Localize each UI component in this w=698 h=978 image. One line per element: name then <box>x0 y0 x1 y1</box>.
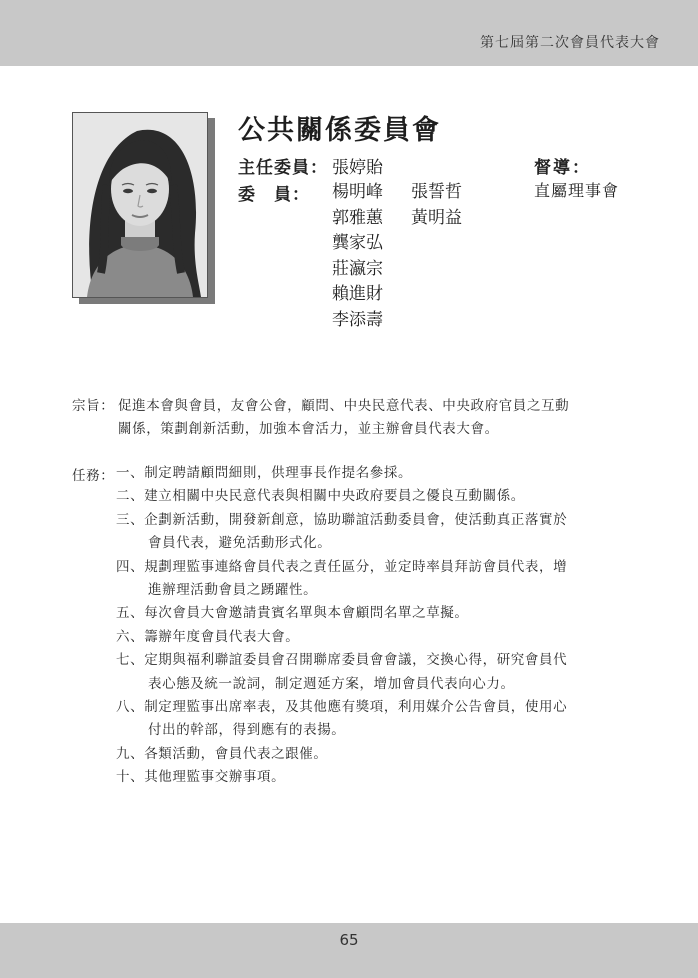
member-name: 楊明峰 <box>332 182 383 202</box>
supervisor-label: 督導： <box>534 158 591 178</box>
header-title: 第七屆第二次會員代表大會 <box>480 35 660 51</box>
task-item-continuation: 表心態及統一說詞，制定週延方案，增加會員代表向心力。 <box>148 675 515 692</box>
member-name: 黃明益 <box>411 207 462 228</box>
task-item: 一、制定聘請顧問細則，供理事長作提名參採。 <box>116 465 413 481</box>
task-item: 六、籌辦年度會員代表大會。 <box>116 628 300 645</box>
director-label: 主任委員： <box>238 158 328 178</box>
task-item: 三、企劃新活動，開發新創意，協助聯誼活動委員會，使活動真正落實於 <box>116 511 568 528</box>
member-name: 李添壽 <box>332 309 383 330</box>
portrait-image <box>73 113 207 297</box>
task-item: 九、各類活動，會員代表之跟催。 <box>116 745 328 762</box>
task-item: 七、定期與福利聯誼委員會召開聯席委員會會議，交換心得，研究會員代 <box>116 652 568 669</box>
task-item-continuation: 付出的幹部，得到應有的表揚。 <box>148 722 346 739</box>
task-item: 八、制定理監事出席率表，及其他應有獎項，利用媒介公告會員，使用心 <box>116 698 568 715</box>
member-name: 賴進財 <box>332 284 383 305</box>
tasks-label: 任務： <box>72 468 115 484</box>
supervisor-value: 直屬理事會 <box>534 181 620 200</box>
purpose-label: 宗旨： <box>72 398 115 414</box>
task-item-continuation: 進辦理活動會員之踴躍性。 <box>148 581 318 598</box>
member-name: 龔家弘 <box>332 233 383 254</box>
task-item: 五、每次會員大會邀請貴賓名單與本會顧問名單之草擬。 <box>116 605 469 622</box>
members-column-1 <box>332 180 383 334</box>
member-name: 莊瀛宗 <box>332 258 383 279</box>
member-name: 張誓哲 <box>411 182 462 202</box>
task-item: 二、建立相關中央民意代表與相關中央政府要員之優良互動關係。 <box>116 488 525 505</box>
task-list <box>116 464 616 791</box>
purpose-line: 關係，策劃創新活動，加強本會活力，並主辦會員代表大會。 <box>118 421 499 437</box>
director-name: 張婷貽 <box>332 158 383 178</box>
member-name: 郭雅蕙 <box>332 207 383 228</box>
task-item-continuation: 會員代表，避免活動形式化。 <box>148 535 332 552</box>
purpose-line: 促進本會與會員，友會公會，顧問、中央民意代表、中央政府官員之互動 <box>118 398 570 414</box>
page-number: 65 <box>339 931 359 949</box>
task-item: 四、規劃理監事連絡會員代表之責任區分，並定時率員拜訪會員代表，增 <box>116 558 568 575</box>
members-column-2 <box>411 180 462 231</box>
members-label: 委 員： <box>238 185 310 205</box>
committee-title: 公共關係委員會 <box>238 115 441 146</box>
portrait-photo <box>72 112 208 298</box>
task-item: 十、其他理監事交辦事項。 <box>116 769 286 786</box>
